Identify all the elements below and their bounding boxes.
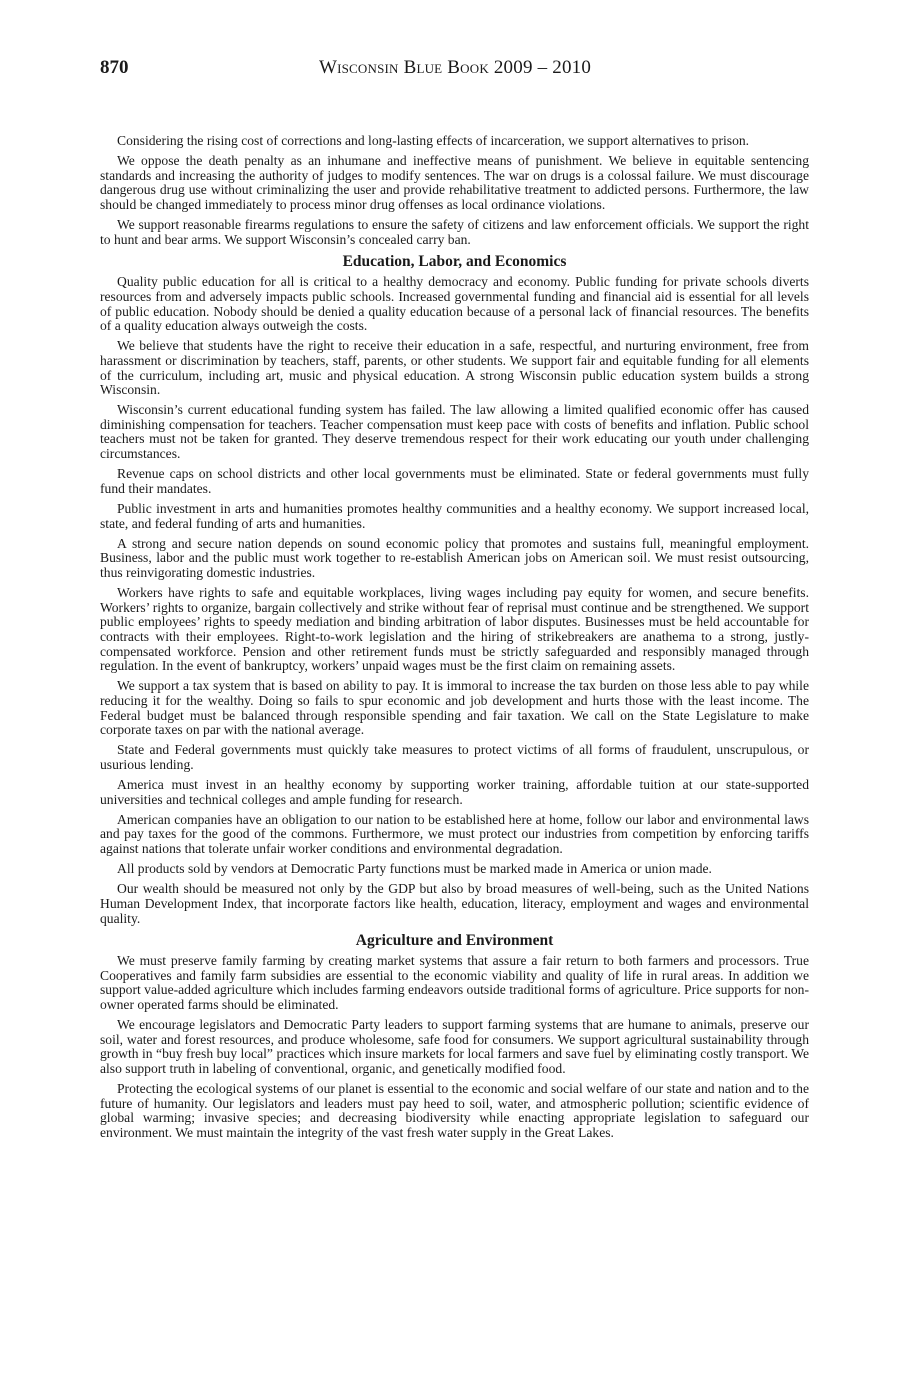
paragraph: Wisconsin’s current educational funding system has failed. The law allowing a limited qualified economic offer has caused diminishing compensation for teachers. Teacher compensation must keep pace with costs of benefits and inflation. Public school teachers must not be taken for granted. They deserve tremendous respect for their work educating our youth under challenging circumstances. [100, 402, 809, 462]
paragraph: All products sold by vendors at Democratic Party functions must be marked made in America or union made. [117, 861, 712, 877]
page-number: 870 [100, 57, 129, 78]
paragraph: Protecting the ecological systems of our planet is essential to the economic and social welfare of our state and nation and to the future of humanity. Our legislators and leaders must pay heed to soil, water, and atmospheric pollution; scientific evidence of global warming; invasive species; and decreasing biodiversity while enacting appropriate legislation to safeguard our environment. We must maintain the integrity of the vast fresh water supply in the Great Lakes. [100, 1081, 809, 1140]
paragraph: We oppose the death penalty as an inhumane and ineffective means of punishment. We believe in equitable sentencing standards and increasing the authority of judges to modify sentences. The war on drugs is a colossal failure. We must discourage dangerous drug use without criminalizing the user and provide rehabilitative treatment to addicted persons. Furthermore, the law should be changed immediately to process minor drug offenses as local ordinance violations. [100, 153, 809, 212]
section-heading-agriculture: Agriculture and Environment [355, 932, 554, 950]
paragraph: State and Federal governments must quickly take measures to protect victims of all forms of fraudulent, unscrupulous, or usurious lending. [100, 742, 809, 772]
paragraph: American companies have an obligation to our nation to be established here at home, follow our labor and environmental laws and pay taxes for the good of the commons. Furthermore, we must protect our industries from competition by enforcing tariffs against nations that tolerate unfair worker conditions and environmental degradation. [100, 811, 809, 857]
running-title: Wisconsin Blue Book 2009 – 2010 [318, 57, 592, 78]
paragraph: We believe that students have the right to receive their education in a safe, respectful, and nurturing environment, free from harassment or discrimination by teachers, staff, parents, or other students. We support fair and equitable funding for all elements of the curriculum, including art, music and physical education. A strong Wisconsin public education system builds a strong Wisconsin. [100, 338, 809, 398]
section-heading-education: Education, Labor, and Economics [342, 253, 567, 271]
paragraph: Our wealth should be measured not only by the GDP but also by broad measures of well-being, such as the United Nations Human Development Index, that incorporate factors like health, education, literacy, employment and wages and environmental quality. [100, 881, 809, 926]
paragraph: We must preserve family farming by creating market systems that assure a fair return to both farmers and processors. True Cooperatives and family farm subsidies are essential to the economic viability and quality of life in rural areas. In addition we support value-added agriculture which includes farming endeavors outside traditional forms of agriculture. Price supports for non-owner operated farms should be eliminated. [100, 953, 809, 1012]
paragraph: We support reasonable firearms regulations to ensure the safety of citizens and law enforcement officials. We support the right to hunt and bear arms. We support Wisconsin’s concealed carry ban. [100, 217, 809, 247]
paragraph: Public investment in arts and humanities promotes healthy communities and a healthy economy. We support increased local, state, and federal funding of arts and humanities. [100, 501, 809, 531]
body-text [100, 134, 809, 1146]
paragraph: America must invest in an healthy economy by supporting worker training, affordable tuition at our state-supported universities and technical colleges and ample funding for research. [100, 777, 809, 807]
paragraph: Workers have rights to safe and equitable workplaces, living wages including pay equity for women, and secure benefits. Workers’ rights to organize, bargain collectively and strike without fear of reprisal must continue and be strengthened. We support public employees’ rights to speedy mediation and binding arbitration of labor disputes. Businesses must be held accountable for contracts with their employees. Right-to-work legislation and the hiring of strikebreakers are anathema to a strong, justly-compensated workforce. Pension and other retirement funds must be strictly safeguarded and responsibly managed through regulation. In the event of bankruptcy, workers’ unpaid wages must be the first claim on remaining assets. [100, 585, 809, 674]
paragraph: Revenue caps on school districts and other local governments must be eliminated. State or federal governments must fully fund their mandates. [100, 466, 809, 496]
paragraph: We encourage legislators and Democratic Party leaders to support farming systems that are humane to animals, preserve our soil, water and forest resources, and produce wholesome, safe food for consumers. We support agricultural sustainability through growth in “buy fresh buy local” practices which insure markets for local farmers and save fuel by eliminating costly transport. We also support truth in labeling of conventional, organic, and genetically modified food. [100, 1017, 809, 1076]
paragraph: Considering the rising cost of corrections and long-lasting effects of incarceration, we support alternatives to prison. [117, 133, 750, 148]
paragraph: Quality public education for all is critical to a healthy democracy and economy. Public funding for private schools diverts resources from and adversely impacts public schools. Increased governmental funding and financial aid is essential for all levels of public education. Nobody should be denied a quality education because of a personal lack of financial resources. The benefits of a quality education always outweigh the costs. [100, 274, 809, 334]
paragraph: A strong and secure nation depends on sound economic policy that promotes and sustains full, meaningful employment. Business, labor and the public must work together to re-establish American jobs on American soil. We must resist outsourcing, thus reinvigorating domestic industries. [100, 535, 809, 580]
paragraph: We support a tax system that is based on ability to pay. It is immoral to increase the tax burden on those less able to pay while reducing it for the wealthy. Doing so fails to spur economic and job development and hurts those with the least income. The Federal budget must be balanced through responsible spending and fair taxation. We call on the State Legislature to make corporate taxes on par with the national average. [100, 678, 809, 738]
page-header [100, 56, 810, 84]
